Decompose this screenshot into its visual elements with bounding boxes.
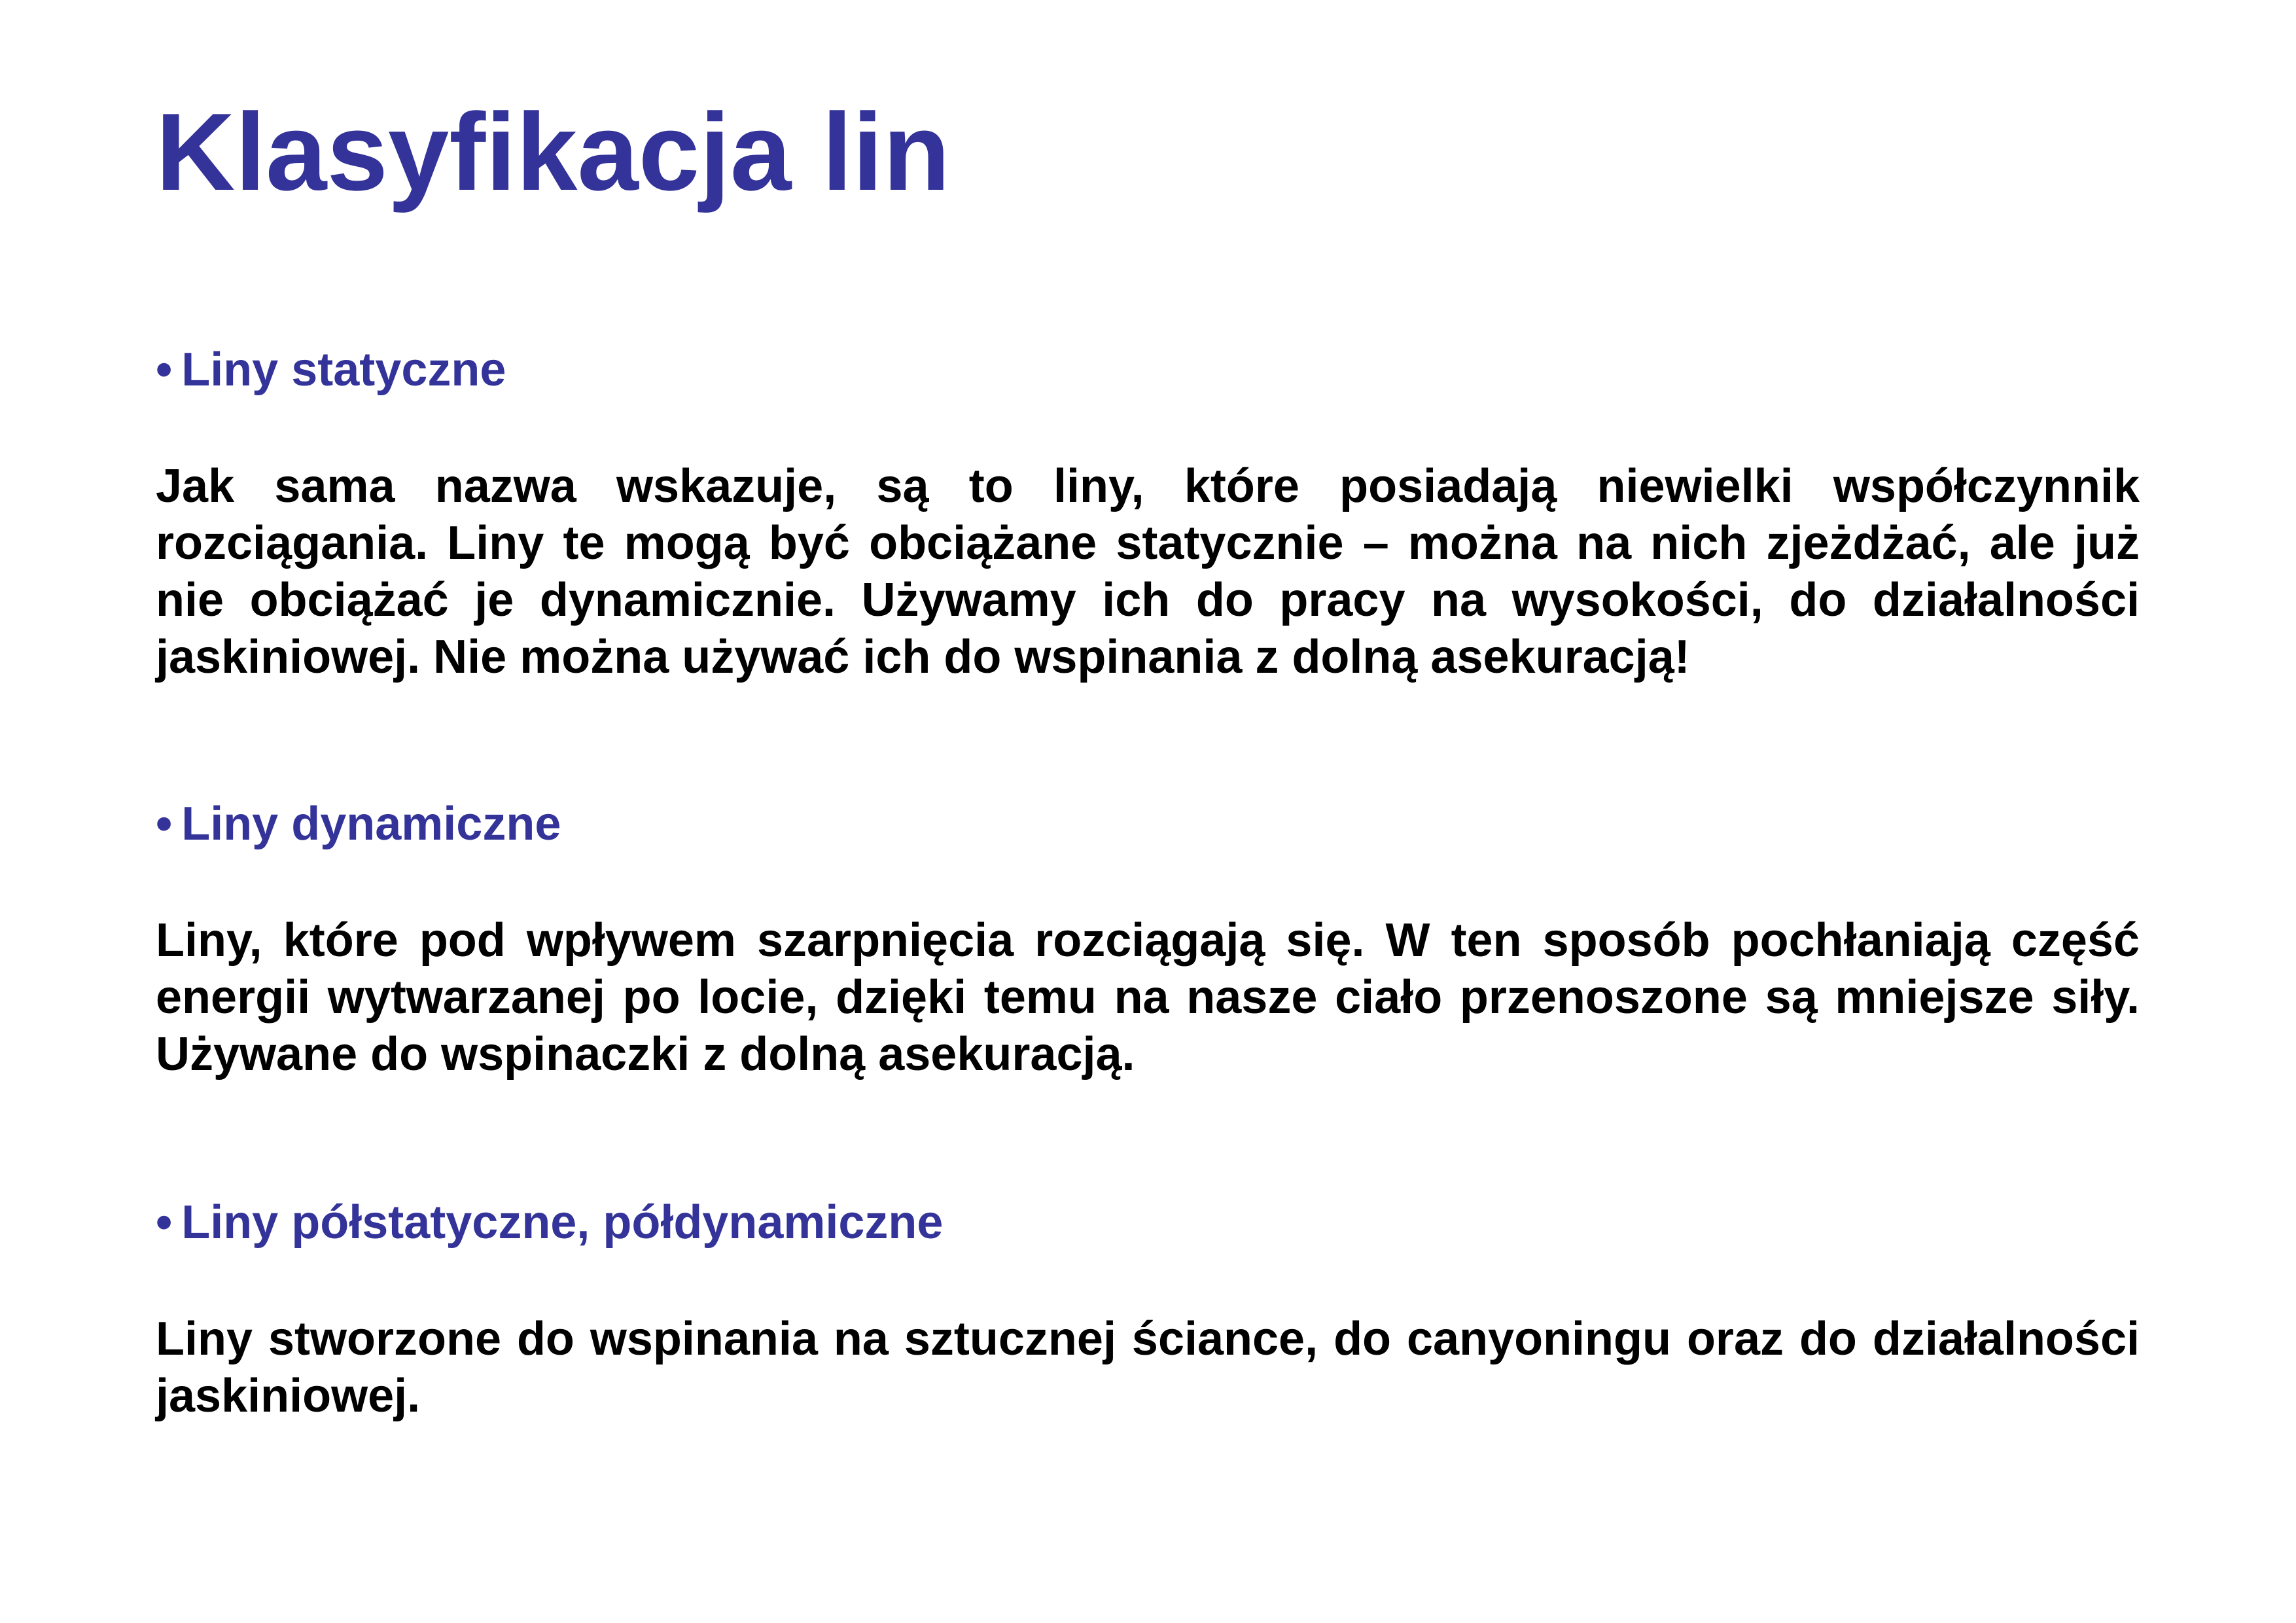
section-heading-label: Liny dynamiczne (181, 798, 561, 850)
section-heading-label: Liny statyczne (181, 344, 506, 396)
bullet-icon: • (156, 1196, 173, 1249)
section-heading-label: Liny półstatyczne, półdynamiczne (181, 1196, 944, 1249)
bullet-icon: • (156, 344, 173, 396)
bullet-icon: • (156, 798, 173, 850)
section-heading-dynamic-ropes (156, 796, 561, 852)
section-paragraph-static-ropes: Jak sama nazwa wskazuje, są to liny, które posiadają niewielki współczynnik rozciągania. Liny te mogą być obciążane statycznie – można na nich zjeżdżać, ale już nie obciążać je dynamicznie. Używamy ich do pracy na wysokości, do działalności jaskiniowej. Nie można używać ich do wspinania z dolną asekuracją! (156, 460, 2140, 683)
page-title: Klasyfikacja lin (156, 90, 950, 213)
section-heading-semi-static-ropes (156, 1194, 943, 1251)
section-heading-static-ropes (156, 342, 506, 398)
section-paragraph-semi-static-ropes: Liny stworzone do wspinania na sztucznej ściance, do canyoningu oraz do działalności jaskiniowej. (156, 1313, 2140, 1422)
section-paragraph-dynamic-ropes: Liny, które pod wpływem szarpnięcia rozciągają się. W ten sposób pochłaniają część energii wytwarzanej po locie, dzięki temu na nasze ciało przenoszone są mniejsze siły. Używane do wspinaczki z dolną asekuracją. (156, 914, 2140, 1080)
